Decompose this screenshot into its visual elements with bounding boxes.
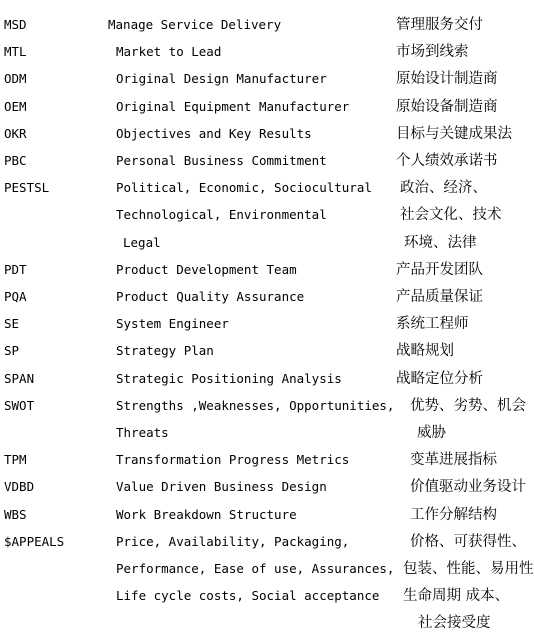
english-term: Product Quality Assurance	[116, 289, 305, 304]
glossary-row	[0, 259, 534, 286]
glossary-row	[0, 123, 534, 150]
glossary-row	[0, 96, 534, 123]
abbreviation: TPM	[4, 452, 27, 468]
chinese-term: 生命周期 成本、	[403, 588, 510, 605]
glossary-row	[0, 68, 534, 95]
english-term: Life cycle costs, Social acceptance	[116, 588, 380, 604]
english-term: Manage Service Delivery	[108, 17, 282, 32]
glossary-row	[0, 585, 534, 612]
chinese-term: 社会接受度	[418, 615, 491, 632]
english-term: System Engineer	[116, 316, 229, 332]
english-term: Objectives and Key Results	[116, 125, 312, 141]
abbreviation: PESTSL	[4, 180, 50, 196]
glossary-row	[0, 612, 534, 639]
english-term: Transformation Progress Metrics	[116, 452, 350, 468]
glossary-row	[0, 368, 534, 395]
abbreviation: WBS	[4, 506, 27, 522]
chinese-term: 优势、劣势、机会	[410, 397, 526, 414]
glossary-row	[0, 177, 534, 204]
abbreviation: $APPEALS	[4, 533, 65, 549]
chinese-term: 原始设备制造商	[396, 98, 498, 115]
glossary-row	[0, 449, 534, 476]
abbreviation: OKR	[4, 125, 27, 141]
chinese-term: 包装、性能、易用性	[403, 561, 534, 577]
english-term: Strengths ,Weaknesses, Opportunities,	[116, 397, 395, 413]
abbreviation: MSD	[4, 17, 27, 32]
glossary-row	[0, 204, 534, 231]
english-term: Personal Business Commitment	[116, 153, 327, 168]
chinese-term: 变革进展指标	[410, 452, 497, 469]
english-term: Value Driven Business Design	[116, 479, 327, 495]
english-term: Original Equipment Manufacturer	[116, 98, 350, 114]
english-term: Work Breakdown Structure	[116, 506, 297, 522]
chinese-term: 价格、可获得性、	[410, 533, 526, 550]
chinese-term: 市场到线索	[396, 44, 469, 61]
abbreviation: PBC	[4, 153, 27, 168]
chinese-term: 价值驱动业务设计	[410, 479, 526, 496]
glossary-row	[0, 422, 534, 449]
glossary-row	[0, 504, 534, 531]
glossary-row	[0, 14, 534, 41]
chinese-term: 威胁	[417, 425, 446, 441]
glossary-row	[0, 531, 534, 558]
chinese-term: 战略定位分析	[396, 370, 483, 387]
glossary-row	[0, 286, 534, 313]
glossary-row	[0, 41, 534, 68]
english-term: Original Design Manufacturer	[116, 71, 327, 87]
abbreviation: OEM	[4, 98, 27, 114]
english-term: Price, Availability, Packaging,	[116, 533, 350, 549]
abbreviation: ODM	[4, 71, 27, 87]
english-term: Strategic Positioning Analysis	[116, 370, 342, 386]
glossary-row	[0, 232, 534, 259]
abbreviation: SP	[4, 343, 20, 359]
glossary-row	[0, 150, 534, 177]
chinese-term: 战略规划	[396, 343, 454, 360]
chinese-term: 原始设计制造商	[396, 71, 498, 88]
english-term: Legal	[123, 234, 161, 250]
chinese-term: 环境、法律	[404, 234, 477, 251]
glossary-row	[0, 395, 534, 422]
chinese-term: 系统工程师	[396, 316, 469, 333]
abbreviation: MTL	[4, 44, 27, 60]
chinese-term: 产品开发团队	[396, 261, 483, 278]
english-term: Product Development Team	[116, 261, 297, 277]
glossary-row	[0, 313, 534, 340]
abbreviation: VDBD	[4, 479, 35, 495]
chinese-term: 政治、经济、	[400, 180, 487, 197]
chinese-term: 社会文化、技术	[400, 207, 502, 224]
abbreviation: SWOT	[4, 397, 35, 413]
chinese-term: 个人绩效承诺书	[396, 153, 498, 169]
english-term: Strategy Plan	[116, 343, 214, 359]
chinese-term: 产品质量保证	[396, 289, 483, 305]
english-term: Performance, Ease of use, Assurances,	[116, 561, 395, 576]
chinese-term: 目标与关键成果法	[396, 125, 512, 142]
glossary-row	[0, 340, 534, 367]
english-term: Market to Lead	[116, 44, 222, 60]
chinese-term: 管理服务交付	[396, 17, 483, 33]
english-term: Threats	[116, 425, 169, 440]
abbreviation: PDT	[4, 261, 27, 277]
abbreviation: SE	[4, 316, 20, 332]
chinese-term: 工作分解结构	[410, 506, 497, 523]
glossary-row	[0, 558, 534, 585]
abbreviation: PQA	[4, 289, 27, 304]
english-term: Technological, Environmental	[116, 207, 327, 223]
abbreviation: SPAN	[4, 370, 35, 386]
glossary-row	[0, 476, 534, 503]
english-term: Political, Economic, Sociocultural	[116, 180, 372, 196]
